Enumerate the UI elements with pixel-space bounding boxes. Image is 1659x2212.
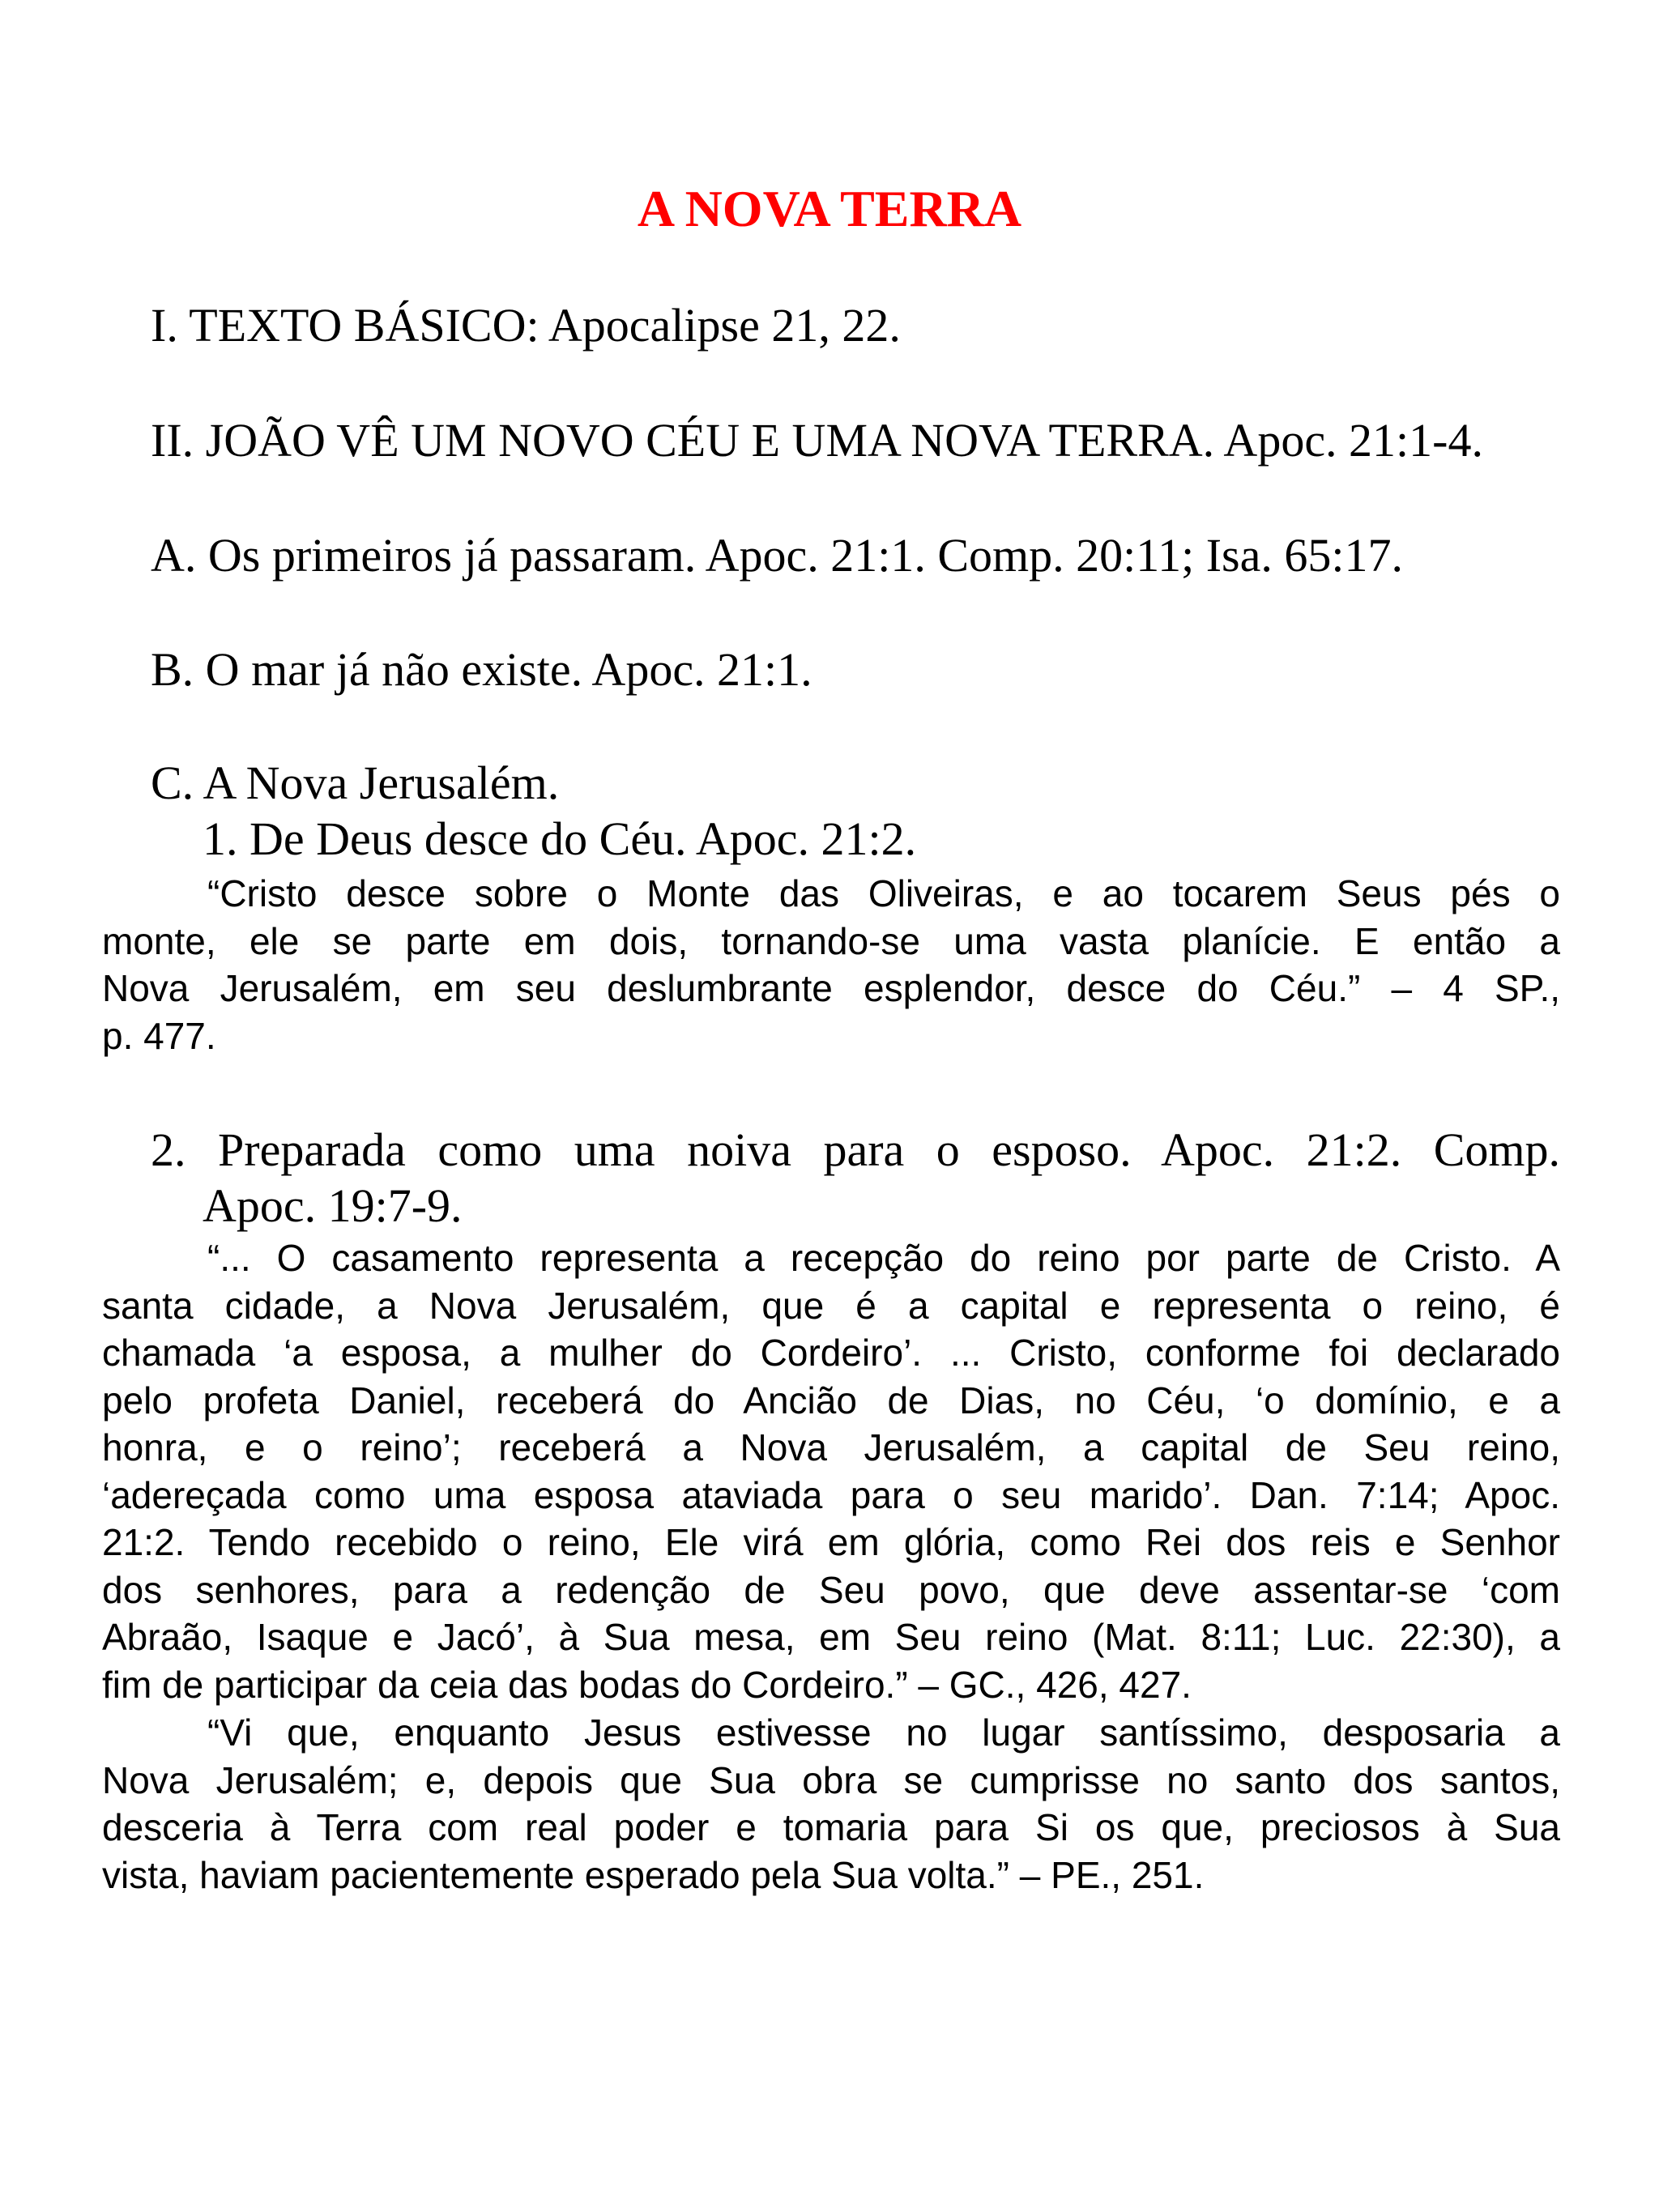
quote-line: fim de participar da ceia das bodas do Cordeiro.” – GC., 426, 427. (102, 1663, 1192, 1706)
quote-line: monte, ele se parte em dois, tornando-se uma vasta planície. E então a (102, 919, 1560, 962)
subitem-prepared-as-bride-cont: Apoc. 19:7-9. (203, 1179, 463, 1232)
quote-line: 21:2. Tendo recebido o reino, Ele virá em glória, como Rei dos reis e Senhor (102, 1521, 1560, 1563)
quote-line: vista, haviam pacientemente esperado pela Sua volta.” – PE., 251. (102, 1853, 1205, 1896)
quote-block-3 (102, 1709, 1560, 1899)
item-first-passed: A. Os primeiros já passaram. Apoc. 21:1. Comp. 20:11; Isa. 65:17. (151, 529, 1403, 582)
quote-line: pelo profeta Daniel, receberá do Ancião de Dias, no Céu, ‘o domínio, e a (102, 1379, 1560, 1421)
page-title: A NOVA TERRA (637, 180, 1022, 237)
quote-line: Nova Jerusalém; e, depois que Sua obra se cumprisse no santo dos santos, (102, 1758, 1560, 1801)
quote-line: santa cidade, a Nova Jerusalém, que é a capital e representa o reino, é (102, 1284, 1560, 1327)
quote-line: Abraão, Isaque e Jacó’, à Sua mesa, em Seu reino (Mat. 8:11; Luc. 22:30), a (102, 1616, 1560, 1658)
quote-line: ‘adereçada como uma esposa ataviada para o seu marido’. Dan. 7:14; Apoc. (102, 1473, 1560, 1516)
subitem-prepared-as-bride: 2. Preparada como uma noiva para o esposo. Apoc. 21:2. Comp. (151, 1123, 1560, 1176)
quote-line: “Cristo desce sobre o Monte das Oliveiras, e ao tocarem Seus pés o (207, 872, 1560, 914)
quote-block-2 (102, 1234, 1560, 1708)
section-basic-text: I. TEXTO BÁSICO: Apocalipse 21, 22. (151, 299, 901, 352)
subitem-descends-from-heaven: 1. De Deus desce do Céu. Apoc. 21:2. (203, 812, 917, 865)
item-sea-no-more: B. O mar já não existe. Apoc. 21:1. (151, 643, 812, 696)
section-new-heaven-earth: II. JOÃO VÊ UM NOVO CÉU E UMA NOVA TERRA. Apoc. 21:1-4. (151, 414, 1483, 467)
quote-line: chamada ‘a esposa, a mulher do Cordeiro’. ... Cristo, conforme foi declarado (102, 1332, 1560, 1374)
quote-line: Nova Jerusalém, em seu deslumbrante esplendor, desce do Céu.” – 4 SP., (102, 967, 1560, 1009)
quote-line: p. 477. (102, 1014, 216, 1057)
quote-line: dos senhores, para a redenção de Seu povo, que deve assentar-se ‘com (102, 1568, 1560, 1611)
item-new-jerusalem: C. A Nova Jerusalém. (151, 757, 560, 809)
quote-line: “... O casamento representa a recepção do reino por parte de Cristo. A (207, 1237, 1560, 1279)
quote-line: desceria à Terra com real poder e tomaria para Si os que, preciosos à Sua (102, 1806, 1560, 1848)
quote-line: honra, e o reino’; receberá a Nova Jerusalém, a capital de Seu reino, (102, 1426, 1560, 1468)
quote-line: “Vi que, enquanto Jesus estivesse no lugar santíssimo, desposaria a (207, 1711, 1560, 1754)
quote-block-1 (102, 870, 1560, 1059)
